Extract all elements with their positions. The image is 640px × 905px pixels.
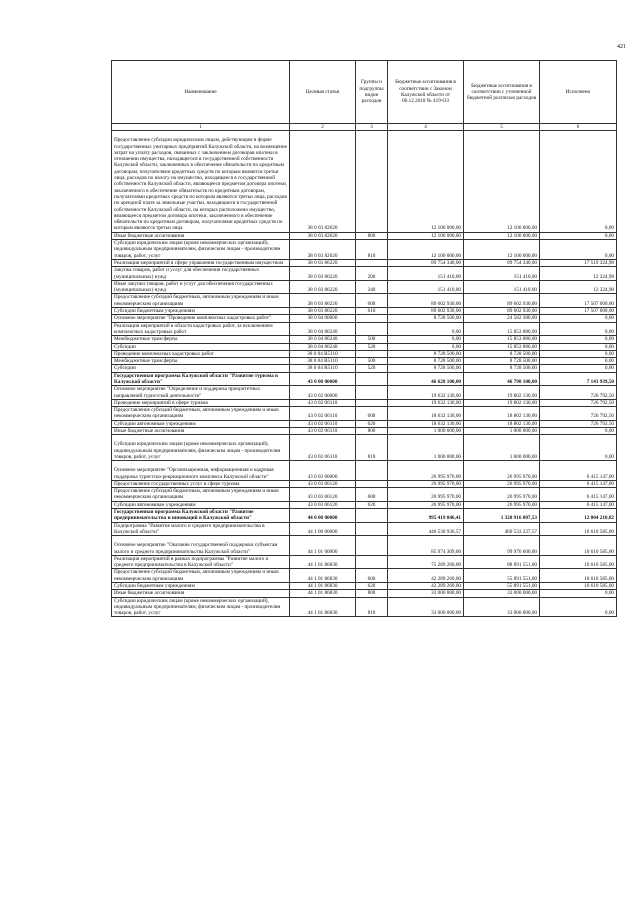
row-executed: 0,00 xyxy=(540,336,617,343)
row-target-article: 44 1 01 86830 xyxy=(290,569,356,583)
row-expense-group: 600 xyxy=(356,488,388,502)
row-name: Предоставление субсидии юридическим лицам, действующим в форме государственных унитарных предприятий Калужской области, на возмещение затрат на уплату расходов, связанных с заключением договоров ипотеки в отношении имущества, находящегося в государственной собственности Калужской области, заключенных в обеспечение обязательств по кредитным договорам, получателями кредитных средств по которым являются третьи лица, расходов по налогу на имущество, находящееся в государственной собственности Калужской области, являющееся предметом договора ипотеки, заключенного в обеспечение обязательств по кредитным договорам, получателями кредитных средств по которым являются третьи лица, расходов по арендной плате за земельные участки, находящиеся в государственной собственности Калужской области, на которых расположено имущество, являющееся предметом договора ипотеки, заключенного в обеспечение обязательств по кредитным договорам, получателями кредитных средств по которым являются третьи лица xyxy=(112,131,290,232)
row-name: Субсидии xyxy=(112,343,290,350)
table-row xyxy=(112,322,617,336)
row-name: Реализация мероприятий в рамках подпрограммы "Развитие малого и среднего предпринимательства в Калужской области" xyxy=(112,555,290,569)
row-law-allocation: 18 632 130,00 xyxy=(388,407,464,421)
row-refined-allocation: 55 891 551,00 xyxy=(464,583,540,590)
row-expense-group: 600 xyxy=(356,569,388,583)
row-law-allocation: 8 728 500,00 xyxy=(388,350,464,357)
row-executed: 17 507 000,00 xyxy=(540,308,617,315)
row-law-allocation: 151 410,00 xyxy=(388,280,464,294)
row-target-article: 38 0 03 86220 xyxy=(290,308,356,315)
row-target-article: 38 0 03 86220 xyxy=(290,280,356,294)
row-executed: 726 792,50 xyxy=(540,399,617,406)
row-expense-group: 200 xyxy=(356,267,388,281)
row-name: Иные бюджетные ассигнования xyxy=(112,428,290,435)
row-name: Субсидии юридическим лицам (кроме некоммерческих организаций), индивидуальным предпринимателям, физическим лицам - производителям товаров, работ, услуг xyxy=(112,435,290,461)
row-refined-allocation: 89 754 340,00 xyxy=(464,259,540,266)
row-target-article: 38 0 03 82620 xyxy=(290,232,356,239)
table-row xyxy=(112,480,617,487)
row-expense-group: 620 xyxy=(356,420,388,427)
row-name: Субсидии автономным учреждениям xyxy=(112,501,290,508)
row-executed: 17 507 000,00 xyxy=(540,294,617,308)
row-refined-allocation: 33 000 000,00 xyxy=(464,597,540,617)
row-target-article: 38 0 03 86220 xyxy=(290,267,356,281)
row-expense-group xyxy=(356,350,388,357)
row-law-allocation: 46 628 100,00 xyxy=(388,372,464,386)
budget-table xyxy=(111,60,617,617)
row-target-article: 38 0 04 86240 xyxy=(290,322,356,336)
row-expense-group xyxy=(356,259,388,266)
row-executed: 17 519 324,98 xyxy=(540,259,617,266)
row-name: Предоставление субсидий бюджетным, автономным учреждениям и иным некоммерческим организациям xyxy=(112,569,290,583)
row-name: Субсидии бюджетным учреждениям xyxy=(112,308,290,315)
row-target-article: 38 0 04 R5110 xyxy=(290,358,356,365)
row-executed: 726 792,50 xyxy=(540,407,617,421)
row-target-article: 43 0 03 06120 xyxy=(290,480,356,487)
header-refined-allocation: Бюджетные ассигнования в соответствии с уточненной бюджетной росписью расходов xyxy=(464,61,540,124)
row-executed: 0,00 xyxy=(540,428,617,435)
row-expense-group: 810 xyxy=(356,240,388,260)
table-row xyxy=(112,259,617,266)
row-refined-allocation: 55 891 551,00 xyxy=(464,569,540,583)
row-name: Реализация мероприятий в области кадастровых работ, за исключением комплексных кадастровых работ xyxy=(112,322,290,336)
row-executed: 0,00 xyxy=(540,350,617,357)
row-refined-allocation: 1 320 916 007,53 xyxy=(464,509,540,523)
row-expense-group: 810 xyxy=(356,435,388,461)
row-refined-allocation: 12 100 000,00 xyxy=(464,232,540,239)
row-law-allocation: 89 754 340,00 xyxy=(388,259,464,266)
row-executed: 0,00 xyxy=(540,131,617,232)
row-refined-allocation: 19 802 130,00 xyxy=(464,399,540,406)
row-refined-allocation: 18 802 130,00 xyxy=(464,407,540,421)
row-law-allocation: 19 632 130,00 xyxy=(388,386,464,400)
row-law-allocation: 0,00 xyxy=(388,322,464,336)
row-executed: 12 324,98 xyxy=(540,267,617,281)
table-row xyxy=(112,350,617,357)
row-executed: 726 792,50 xyxy=(540,386,617,400)
table-row xyxy=(112,131,617,232)
table-row xyxy=(112,555,617,569)
row-name: Проведение мероприятий в сфере туризма xyxy=(112,399,290,406)
row-target-article: 38 0 04 R5110 xyxy=(290,365,356,372)
row-law-allocation: 8 728 500,00 xyxy=(388,358,464,365)
row-executed: 7 141 939,50 xyxy=(540,372,617,386)
row-target-article: 38 0 04 86240 xyxy=(290,343,356,350)
row-refined-allocation: 15 853 880,00 xyxy=(464,322,540,336)
row-expense-group: 500 xyxy=(356,358,388,365)
row-executed: 10 610 585,00 xyxy=(540,569,617,583)
row-expense-group: 600 xyxy=(356,407,388,421)
row-name: Субсидии бюджетным учреждениям xyxy=(112,583,290,590)
row-refined-allocation: 1 000 000,00 xyxy=(464,435,540,461)
row-law-allocation: 0,00 xyxy=(388,343,464,350)
row-refined-allocation: 1 000 000,00 xyxy=(464,428,540,435)
row-executed: 6 415 147,00 xyxy=(540,480,617,487)
header-name: Наименование xyxy=(112,61,290,124)
row-refined-allocation: 151 410,00 xyxy=(464,267,540,281)
table-row xyxy=(112,358,617,365)
row-name: Проведение комплексных кадастровых работ xyxy=(112,350,290,357)
row-expense-group xyxy=(356,315,388,322)
table-row xyxy=(112,522,617,536)
row-target-article: 43 0 02 06110 xyxy=(290,428,356,435)
row-refined-allocation: 89 602 930,00 xyxy=(464,308,540,315)
row-law-allocation: 33 000 000,00 xyxy=(388,597,464,617)
row-target-article: 44 1 01 00000 xyxy=(290,536,356,556)
row-executed: 12 004 210,82 xyxy=(540,509,617,523)
row-name: Иные закупки товаров, работ и услуг для обеспечения государственных (муниципальных) нужд xyxy=(112,280,290,294)
row-target-article: 38 0 04 R5110 xyxy=(290,350,356,357)
row-executed: 0,00 xyxy=(540,315,617,322)
row-refined-allocation: 8 728 500,00 xyxy=(464,350,540,357)
row-law-allocation: 42 289 260,00 xyxy=(388,583,464,590)
row-executed: 0,00 xyxy=(540,232,617,239)
row-law-allocation: 89 602 930,00 xyxy=(388,308,464,315)
row-refined-allocation: 8 728 500,00 xyxy=(464,365,540,372)
row-expense-group xyxy=(356,536,388,556)
row-expense-group xyxy=(356,399,388,406)
row-expense-group: 610 xyxy=(356,308,388,315)
row-executed: 10 610 585,00 xyxy=(540,536,617,556)
header-target-article: Целевая статья xyxy=(290,61,356,124)
row-name: Предоставление субсидий бюджетным, автономным учреждениям и иным некоммерческим организациям xyxy=(112,407,290,421)
row-target-article: 38 0 03 86220 xyxy=(290,259,356,266)
row-name: Предоставление субсидий бюджетным, автономным учреждениям и иным некоммерческим организациям xyxy=(112,294,290,308)
header-expense-group: Группы и подгруппы видов расходов xyxy=(356,61,388,124)
table-row xyxy=(112,597,617,617)
row-refined-allocation: 33 000 000,00 xyxy=(464,590,540,597)
row-expense-group xyxy=(356,480,388,487)
row-name: Межбюджетные трансферты xyxy=(112,336,290,343)
page-number: 421 xyxy=(617,44,626,50)
row-executed: 6 415 147,00 xyxy=(540,501,617,508)
row-executed: 0,00 xyxy=(540,435,617,461)
row-expense-group xyxy=(356,461,388,481)
row-target-article: 43 0 02 06110 xyxy=(290,435,356,461)
row-executed: 6 415 147,00 xyxy=(540,461,617,481)
row-target-article: 43 0 03 00000 xyxy=(290,461,356,481)
row-executed: 10 610 585,00 xyxy=(540,583,617,590)
table-row xyxy=(112,461,617,481)
row-law-allocation: 85 974 309,00 xyxy=(388,536,464,556)
row-law-allocation: 26 995 970,00 xyxy=(388,480,464,487)
row-name: Основное мероприятие "Определение и поддержка приоритетных направлений туристской деятельности" xyxy=(112,386,290,400)
row-law-allocation: 1 000 000,00 xyxy=(388,428,464,435)
row-refined-allocation: 88 891 551,00 xyxy=(464,555,540,569)
row-refined-allocation: 151 410,00 xyxy=(464,280,540,294)
row-law-allocation: 18 632 130,00 xyxy=(388,420,464,427)
row-refined-allocation: 15 853 880,00 xyxy=(464,343,540,350)
row-target-article: 38 0 03 82620 xyxy=(290,240,356,260)
row-law-allocation: 995 419 846,41 xyxy=(388,509,464,523)
table-row xyxy=(112,365,617,372)
row-name: Субсидии xyxy=(112,365,290,372)
row-law-allocation: 33 000 000,00 xyxy=(388,590,464,597)
row-target-article: 38 0 03 86220 xyxy=(290,294,356,308)
row-expense-group xyxy=(356,522,388,536)
row-law-allocation: 12 100 000,00 xyxy=(388,240,464,260)
row-law-allocation: 1 000 000,00 xyxy=(388,435,464,461)
header-executed: Исполнено xyxy=(540,61,617,124)
row-expense-group: 520 xyxy=(356,365,388,372)
table-row xyxy=(112,509,617,523)
row-target-article: 44 1 00 00000 xyxy=(290,522,356,536)
row-name: Государственная программа Калужской области "Развитие предпринимательства и инноваций в Калужской области" xyxy=(112,509,290,523)
row-refined-allocation: 89 602 930,00 xyxy=(464,294,540,308)
row-expense-group: 520 xyxy=(356,343,388,350)
row-expense-group: 620 xyxy=(356,583,388,590)
row-expense-group: 240 xyxy=(356,280,388,294)
row-target-article: 43 0 02 06110 xyxy=(290,399,356,406)
row-target-article: 44 1 01 86830 xyxy=(290,590,356,597)
row-executed: 10 610 585,00 xyxy=(540,555,617,569)
header-row xyxy=(112,61,617,124)
row-expense-group: 500 xyxy=(356,336,388,343)
col-number: 2 xyxy=(290,124,356,131)
row-executed: 0,00 xyxy=(540,240,617,260)
table-row xyxy=(112,315,617,322)
row-refined-allocation: 24 582 380,00 xyxy=(464,315,540,322)
row-law-allocation: 26 995 970,00 xyxy=(388,501,464,508)
row-name: Иные бюджетные ассигнования xyxy=(112,590,290,597)
table-row xyxy=(112,536,617,556)
row-executed: 0,00 xyxy=(540,322,617,336)
row-expense-group: 600 xyxy=(356,294,388,308)
table-row xyxy=(112,386,617,400)
row-refined-allocation: 18 802 130,00 xyxy=(464,420,540,427)
row-executed: 0,00 xyxy=(540,590,617,597)
col-number: 1 xyxy=(112,124,290,131)
row-name: Основное мероприятие "Проведение комплексных кадастровых работ" xyxy=(112,315,290,322)
row-target-article: 43 0 02 06110 xyxy=(290,420,356,427)
row-name: Субсидии юридическим лицам (кроме некоммерческих организаций), индивидуальным предпринимателям, физическим лицам - производителям товаров, работ, услуг xyxy=(112,597,290,617)
table-row xyxy=(112,420,617,427)
row-target-article: 44 1 01 86830 xyxy=(290,583,356,590)
row-law-allocation: 151 410,00 xyxy=(388,267,464,281)
row-target-article: 38 0 04 86240 xyxy=(290,336,356,343)
col-number: 4 xyxy=(388,124,464,131)
row-executed: 10 610 585,00 xyxy=(540,522,617,536)
row-law-allocation: 42 289 260,00 xyxy=(388,569,464,583)
table-row xyxy=(112,280,617,294)
row-refined-allocation: 26 995 970,00 xyxy=(464,461,540,481)
row-name: Государственная программа Калужской области "Развитие туризма в Калужской области" xyxy=(112,372,290,386)
row-executed: 0,00 xyxy=(540,365,617,372)
row-executed: 0,00 xyxy=(540,597,617,617)
row-refined-allocation: 26 995 970,00 xyxy=(464,480,540,487)
row-name: Основное мероприятие "Организационная, информационная и кадровая поддержка туристско-рекреационного комплекса Калужской области" xyxy=(112,461,290,481)
row-law-allocation: 446 530 936,57 xyxy=(388,522,464,536)
row-executed: 0,00 xyxy=(540,358,617,365)
header-law-allocation: Бюджетные ассигнования в соответствии с Законом Калужской области от 06.12.2018 № 419-ОЗ xyxy=(388,61,464,124)
row-refined-allocation: 99 976 600,00 xyxy=(464,536,540,556)
table-row xyxy=(112,407,617,421)
col-number: 3 xyxy=(356,124,388,131)
row-expense-group: 800 xyxy=(356,428,388,435)
row-refined-allocation: 15 853 880,00 xyxy=(464,336,540,343)
row-expense-group: 800 xyxy=(356,232,388,239)
row-target-article: 38 0 04 00000 xyxy=(290,315,356,322)
row-target-article: 44 0 00 00000 xyxy=(290,509,356,523)
row-target-article: 44 1 01 86830 xyxy=(290,555,356,569)
table-row xyxy=(112,399,617,406)
table-row xyxy=(112,232,617,239)
table-row xyxy=(112,343,617,350)
row-target-article: 43 0 02 06110 xyxy=(290,407,356,421)
row-refined-allocation: 8 728 500,00 xyxy=(464,358,540,365)
row-refined-allocation: 26 995 970,00 xyxy=(464,501,540,508)
row-law-allocation: 89 602 930,00 xyxy=(388,294,464,308)
table-row xyxy=(112,267,617,281)
table-row xyxy=(112,590,617,597)
table-row xyxy=(112,569,617,583)
row-name: Подпрограмма "Развитие малого и среднего предпринимательства в Калужской области" xyxy=(112,522,290,536)
row-refined-allocation: 19 802 130,00 xyxy=(464,386,540,400)
row-expense-group xyxy=(356,509,388,523)
row-expense-group xyxy=(356,555,388,569)
table-row xyxy=(112,308,617,315)
row-law-allocation: 12 100 000,00 xyxy=(388,131,464,232)
table-row xyxy=(112,240,617,260)
table-row xyxy=(112,501,617,508)
row-name: Основное мероприятие "Оказание государственной поддержки субъектам малого и среднего предпринимательства Калужской области" xyxy=(112,536,290,556)
row-expense-group: 800 xyxy=(356,590,388,597)
row-law-allocation: 0,00 xyxy=(388,336,464,343)
row-target-article: 43 0 03 06120 xyxy=(290,488,356,502)
row-target-article: 38 0 03 82620 xyxy=(290,131,356,232)
row-name: Реализация мероприятий в сфере управления государственным имуществом xyxy=(112,259,290,266)
row-name: Субсидии автономным учреждениям xyxy=(112,420,290,427)
row-expense-group xyxy=(356,386,388,400)
row-law-allocation: 8 728 500,00 xyxy=(388,315,464,322)
row-name: Предоставление государственных услуг в сфере туризма xyxy=(112,480,290,487)
table-row xyxy=(112,294,617,308)
row-refined-allocation: 12 100 000,00 xyxy=(464,131,540,232)
row-refined-allocation: 46 798 100,00 xyxy=(464,372,540,386)
row-name: Предоставление субсидий бюджетным, автономным учреждениям и иным некоммерческим организациям xyxy=(112,488,290,502)
row-expense-group xyxy=(356,131,388,232)
row-law-allocation: 75 289 260,00 xyxy=(388,555,464,569)
row-target-article: 44 1 01 86830 xyxy=(290,597,356,617)
column-number-row xyxy=(112,124,617,131)
row-target-article: 43 0 00 00000 xyxy=(290,372,356,386)
row-name: Межбюджетные трансферты xyxy=(112,358,290,365)
row-expense-group: 810 xyxy=(356,597,388,617)
row-executed: 12 324,98 xyxy=(540,280,617,294)
col-number: 5 xyxy=(464,124,540,131)
col-number: 6 xyxy=(540,124,617,131)
row-law-allocation: 12 100 000,00 xyxy=(388,232,464,239)
row-target-article: 43 0 02 00000 xyxy=(290,386,356,400)
row-refined-allocation: 460 533 227,57 xyxy=(464,522,540,536)
table-row xyxy=(112,428,617,435)
table-row xyxy=(112,488,617,502)
row-executed: 726 792,50 xyxy=(540,420,617,427)
row-target-article: 43 0 03 06120 xyxy=(290,501,356,508)
table-row xyxy=(112,435,617,461)
row-law-allocation: 26 995 970,00 xyxy=(388,488,464,502)
row-name: Субсидии юридическим лицам (кроме некоммерческих организаций), индивидуальным предпринимателям, физическим лицам - производителям товаров, работ, услуг xyxy=(112,240,290,260)
table-row xyxy=(112,583,617,590)
row-refined-allocation: 12 100 000,00 xyxy=(464,240,540,260)
row-law-allocation: 19 632 130,00 xyxy=(388,399,464,406)
row-name: Иные бюджетные ассигнования xyxy=(112,232,290,239)
table-row xyxy=(112,372,617,386)
table-row xyxy=(112,336,617,343)
row-expense-group xyxy=(356,322,388,336)
row-expense-group: 620 xyxy=(356,501,388,508)
row-refined-allocation: 26 995 970,00 xyxy=(464,488,540,502)
row-executed: 6 415 147,00 xyxy=(540,488,617,502)
row-executed: 0,00 xyxy=(540,343,617,350)
row-law-allocation: 8 728 500,00 xyxy=(388,365,464,372)
row-law-allocation: 26 995 970,00 xyxy=(388,461,464,481)
row-name: Закупка товаров, работ и услуг для обеспечения государственных (муниципальных) нужд xyxy=(112,267,290,281)
row-expense-group xyxy=(356,372,388,386)
